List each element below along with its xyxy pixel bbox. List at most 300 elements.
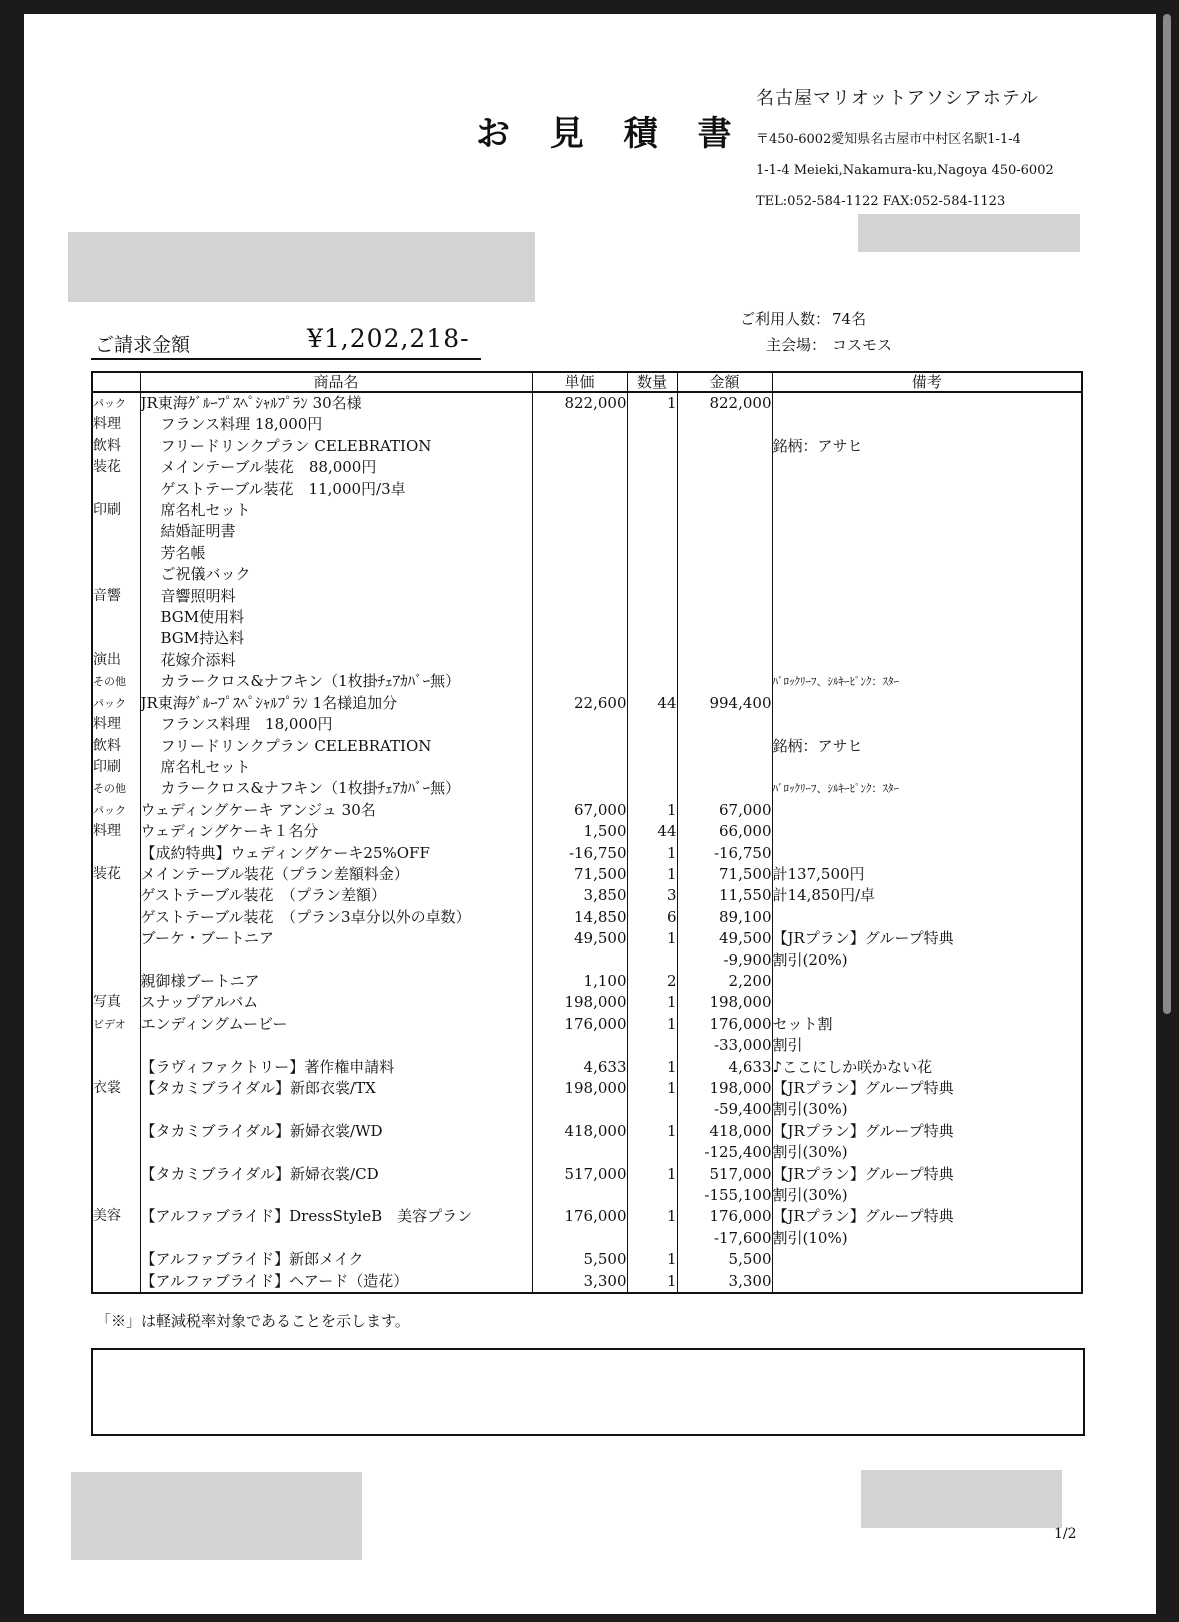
table-row (92, 864, 1082, 885)
row-remarks (772, 800, 1082, 821)
row-quantity (627, 736, 677, 757)
row-remarks (772, 843, 1082, 864)
table-row (92, 1099, 1082, 1120)
row-category: 音響 (93, 587, 121, 604)
table-row (92, 928, 1082, 949)
row-category: ビデオ (93, 1017, 126, 1031)
table-header-row (92, 372, 1082, 392)
row-item-name: 音響照明料 (140, 586, 532, 607)
row-remarks: 割引(20%) (772, 950, 1082, 971)
row-amount (677, 479, 772, 500)
row-remarks (772, 757, 1082, 778)
row-category (92, 521, 140, 542)
row-unit-price: 4,633 (532, 1057, 627, 1078)
row-category (92, 1164, 140, 1185)
row-amount: -59,400 (677, 1099, 772, 1120)
row-remarks: 【JRプラン】グループ特典 (772, 928, 1082, 949)
hotel-address-jp: 〒450-6002愛知県名古屋市中村区名駅1-1-4 (756, 132, 1021, 147)
table-row (92, 479, 1082, 500)
table-row (92, 1228, 1082, 1249)
row-remarks: 【JRプラン】グループ特典 (772, 1206, 1082, 1227)
row-remarks (772, 1271, 1082, 1293)
row-remarks (772, 392, 1082, 414)
row-quantity (627, 1142, 677, 1163)
header-unit-price: 単価 (532, 372, 627, 392)
table-row (92, 843, 1082, 864)
row-remarks (772, 821, 1082, 842)
row-amount: -9,900 (677, 950, 772, 971)
redacted-footer-left (71, 1472, 362, 1560)
row-amount: 176,000 (677, 1206, 772, 1227)
row-quantity (627, 586, 677, 607)
table-row (92, 1164, 1082, 1185)
row-unit-price (532, 500, 627, 521)
guest-count: ご利用人数： 74名 (740, 310, 867, 328)
row-quantity: 1 (627, 843, 677, 864)
table-row (92, 757, 1082, 778)
row-unit-price: 14,850 (532, 907, 627, 928)
table-row (92, 1078, 1082, 1099)
row-category (92, 1035, 140, 1056)
row-amount: 517,000 (677, 1164, 772, 1185)
row-amount (677, 414, 772, 435)
row-item-name: 芳名帳 (140, 543, 532, 564)
table-row (92, 714, 1082, 735)
row-unit-price (532, 1099, 627, 1120)
row-item-name (140, 1099, 532, 1120)
row-quantity: 1 (627, 1121, 677, 1142)
row-remarks: セット割 (772, 1014, 1082, 1035)
row-amount: 2,200 (677, 971, 772, 992)
row-category (92, 843, 140, 864)
row-remarks (772, 628, 1082, 649)
row-quantity: 6 (627, 907, 677, 928)
row-amount (677, 521, 772, 542)
row-unit-price: 49,500 (532, 928, 627, 949)
row-remarks: 割引(30%) (772, 1185, 1082, 1206)
row-quantity (627, 1228, 677, 1249)
row-item-name: エンディングムービー (140, 1014, 532, 1035)
row-item-name (140, 950, 532, 971)
row-unit-price (532, 564, 627, 585)
row-item-name: メインテーブル装花（プラン差額料金） (140, 864, 532, 885)
row-amount: 198,000 (677, 992, 772, 1013)
row-remarks (772, 543, 1082, 564)
table-row (92, 950, 1082, 971)
row-item-name (140, 1185, 532, 1206)
row-category (92, 950, 140, 971)
row-unit-price: 1,500 (532, 821, 627, 842)
row-item-name: メインテーブル装花 88,000円 (140, 457, 532, 478)
row-amount (677, 607, 772, 628)
row-amount (677, 628, 772, 649)
row-amount (677, 543, 772, 564)
row-quantity: 1 (627, 1057, 677, 1078)
row-category: 料理 (93, 823, 121, 840)
redacted-hotel-contact (858, 214, 1080, 252)
row-unit-price (532, 1185, 627, 1206)
row-item-name: 【タカミブライダル】新郎衣裳/TX (140, 1078, 532, 1099)
row-remarks: ﾊﾞﾛｯｸﾘｰﾌ、ｼﾙｷｰﾋﾟﾝｸ：ｽﾀｰ (772, 671, 1082, 692)
row-category: 装花 (93, 459, 121, 476)
row-amount (677, 671, 772, 692)
redacted-footer-right (861, 1470, 1062, 1528)
row-quantity (627, 714, 677, 735)
row-amount (677, 736, 772, 757)
row-item-name: JR東海ｸﾞﾙｰﾌﾟｽﾍﾟｼｬﾙﾌﾟﾗﾝ 1名様追加分 (140, 693, 532, 714)
row-amount: -17,600 (677, 1228, 772, 1249)
row-remarks (772, 457, 1082, 478)
row-amount: -155,100 (677, 1185, 772, 1206)
row-amount: 66,000 (677, 821, 772, 842)
row-quantity: 1 (627, 1206, 677, 1227)
billing-value: ¥1,202,218- (307, 324, 470, 353)
row-remarks (772, 500, 1082, 521)
row-remarks (772, 521, 1082, 542)
row-quantity (627, 607, 677, 628)
row-remarks (772, 479, 1082, 500)
row-unit-price (532, 757, 627, 778)
row-amount: 67,000 (677, 800, 772, 821)
row-amount: 3,300 (677, 1271, 772, 1293)
row-item-name: ウェディングケーキ アンジュ 30名 (140, 800, 532, 821)
row-category: 美容 (93, 1208, 121, 1225)
row-quantity: 1 (627, 928, 677, 949)
row-remarks (772, 907, 1082, 928)
row-unit-price (532, 950, 627, 971)
row-category: 装花 (93, 865, 121, 882)
row-quantity (627, 1035, 677, 1056)
row-unit-price (532, 543, 627, 564)
table-row (92, 586, 1082, 607)
row-quantity: 1 (627, 1249, 677, 1270)
row-category: 印刷 (93, 502, 121, 519)
estimate-table (91, 371, 1083, 1294)
row-quantity (627, 564, 677, 585)
row-remarks (772, 650, 1082, 671)
table-row (92, 1057, 1082, 1078)
row-category (92, 1249, 140, 1270)
row-category (92, 1057, 140, 1078)
row-remarks: 割引(10%) (772, 1228, 1082, 1249)
row-item-name: 花嫁介添料 (140, 650, 532, 671)
row-amount: 11,550 (677, 885, 772, 906)
row-remarks (772, 1249, 1082, 1270)
row-unit-price (532, 650, 627, 671)
row-amount (677, 457, 772, 478)
row-quantity: 1 (627, 1271, 677, 1293)
row-category: 飲料 (93, 737, 121, 754)
row-remarks: 銘柄：アサヒ (772, 436, 1082, 457)
row-category (92, 1185, 140, 1206)
row-remarks: 割引 (772, 1035, 1082, 1056)
row-amount: 49,500 (677, 928, 772, 949)
table-row (92, 543, 1082, 564)
header-item-name: 商品名 (140, 372, 532, 392)
row-item-name: 【アルファブライド】新郎メイク (140, 1249, 532, 1270)
row-remarks: ﾊﾞﾛｯｸﾘｰﾌ、ｼﾙｷｰﾋﾟﾝｸ：ｽﾀｰ (772, 778, 1082, 799)
row-unit-price: 5,500 (532, 1249, 627, 1270)
row-category: パック (93, 397, 126, 410)
header-category (92, 372, 140, 392)
row-category: パック (93, 696, 126, 710)
row-unit-price: 22,600 (532, 693, 627, 714)
row-unit-price: 198,000 (532, 992, 627, 1013)
row-unit-price (532, 736, 627, 757)
row-category: 飲料 (93, 437, 121, 454)
row-quantity (627, 479, 677, 500)
row-item-name: カラークロス&ナフキン（1枚掛ﾁｪｱｶﾊﾞｰ無） (140, 671, 532, 692)
table-row (92, 500, 1082, 521)
row-category (92, 628, 140, 649)
row-item-name: ゲストテーブル装花 （プラン3卓分以外の卓数） (140, 907, 532, 928)
hotel-info (756, 84, 1116, 209)
row-quantity (627, 414, 677, 435)
row-category (92, 1121, 140, 1142)
row-unit-price (532, 671, 627, 692)
row-unit-price: 176,000 (532, 1206, 627, 1227)
table-row (92, 414, 1082, 435)
table-row (92, 885, 1082, 906)
row-amount: 4,633 (677, 1057, 772, 1078)
row-unit-price (532, 414, 627, 435)
row-amount (677, 500, 772, 521)
row-item-name: BGM持込料 (140, 628, 532, 649)
row-remarks: 計137,500円 (772, 864, 1082, 885)
row-item-name: BGM使用料 (140, 607, 532, 628)
memo-box (91, 1348, 1085, 1436)
row-remarks (772, 971, 1082, 992)
redacted-customer-name (68, 232, 535, 302)
table-row (92, 1249, 1082, 1270)
row-amount: 5,500 (677, 1249, 772, 1270)
row-item-name: フランス料理 18,000円 (140, 714, 532, 735)
row-quantity (627, 650, 677, 671)
row-quantity: 1 (627, 392, 677, 414)
row-category (92, 607, 140, 628)
row-category: 印刷 (93, 758, 121, 775)
billing-amount (91, 322, 481, 360)
row-amount: 198,000 (677, 1078, 772, 1099)
row-category: その他 (93, 782, 126, 796)
row-unit-price: 822,000 (532, 392, 627, 414)
row-remarks: 割引(30%) (772, 1099, 1082, 1120)
table-row (92, 650, 1082, 671)
row-amount (677, 650, 772, 671)
row-remarks (772, 414, 1082, 435)
row-remarks (772, 564, 1082, 585)
row-remarks: 割引(30%) (772, 1142, 1082, 1163)
table-row (92, 992, 1082, 1013)
row-item-name: フランス料理 18,000円 (140, 414, 532, 435)
row-unit-price (532, 586, 627, 607)
row-item-name (140, 1035, 532, 1056)
row-unit-price: 1,100 (532, 971, 627, 992)
row-item-name: 席名札セット (140, 757, 532, 778)
row-unit-price (532, 457, 627, 478)
row-unit-price (532, 607, 627, 628)
row-amount: 89,100 (677, 907, 772, 928)
row-item-name: JR東海ｸﾞﾙｰﾌﾟｽﾍﾟｼｬﾙﾌﾟﾗﾝ 30名様 (140, 392, 532, 414)
row-unit-price: 198,000 (532, 1078, 627, 1099)
row-amount: 71,500 (677, 864, 772, 885)
row-quantity (627, 457, 677, 478)
row-remarks: 計14,850円/卓 (772, 885, 1082, 906)
row-unit-price: 176,000 (532, 1014, 627, 1035)
row-item-name: 親御様ブートニア (140, 971, 532, 992)
hotel-phone-fax: TEL:052-584-1122 FAX:052-584-1123 (756, 194, 1006, 209)
row-quantity (627, 671, 677, 692)
row-amount: -125,400 (677, 1142, 772, 1163)
row-amount: 994,400 (677, 693, 772, 714)
table-row (92, 800, 1082, 821)
row-quantity: 3 (627, 885, 677, 906)
row-quantity: 1 (627, 1078, 677, 1099)
row-category (92, 479, 140, 500)
row-category: 演出 (93, 651, 121, 668)
row-quantity (627, 757, 677, 778)
row-unit-price (532, 1228, 627, 1249)
row-amount (677, 714, 772, 735)
row-category: 衣裳 (93, 1080, 121, 1096)
row-item-name: ゲストテーブル装花 11,000円/3卓 (140, 479, 532, 500)
row-remarks (772, 586, 1082, 607)
row-unit-price (532, 778, 627, 799)
row-amount: 418,000 (677, 1121, 772, 1142)
venue: 主会場： コスモス (765, 336, 893, 354)
row-amount: 822,000 (677, 392, 772, 414)
table-row (92, 1271, 1082, 1293)
row-amount (677, 757, 772, 778)
row-remarks: 【JRプラン】グループ特典 (772, 1121, 1082, 1142)
table-row (92, 392, 1082, 414)
row-category (92, 1142, 140, 1163)
row-quantity: 1 (627, 992, 677, 1013)
hotel-address-en: 1-1-4 Meieki,Nakamura-ku,Nagoya 450-6002 (756, 163, 1054, 178)
row-category: 料理 (93, 716, 121, 733)
row-item-name: カラークロス&ナフキン（1枚掛ﾁｪｱｶﾊﾞｰ無） (140, 778, 532, 799)
row-quantity (627, 950, 677, 971)
row-remarks: 銘柄：アサヒ (772, 736, 1082, 757)
row-category: パック (93, 803, 126, 817)
page-number: 1/2 (1054, 1526, 1077, 1542)
row-amount: -33,000 (677, 1035, 772, 1056)
row-amount (677, 586, 772, 607)
row-item-name: ゲストテーブル装花 （プラン差額） (140, 885, 532, 906)
row-remarks: ♪ここにしか咲かない花 (772, 1057, 1082, 1078)
table-row (92, 1035, 1082, 1056)
row-unit-price (532, 1035, 627, 1056)
row-item-name: 【タカミブライダル】新婦衣裳/CD (140, 1164, 532, 1185)
table-row (92, 778, 1082, 799)
row-item-name: 【アルファブライド】DressStyleB 美容プラン (140, 1206, 532, 1227)
table-row (92, 628, 1082, 649)
row-item-name: ご祝儀バック (140, 564, 532, 585)
row-amount (677, 436, 772, 457)
row-item-name (140, 1142, 532, 1163)
row-item-name: 席名札セット (140, 500, 532, 521)
table-row (92, 1121, 1082, 1142)
row-category: 料理 (93, 416, 121, 433)
row-unit-price: 3,850 (532, 885, 627, 906)
table-row (92, 1206, 1082, 1227)
row-remarks: 【JRプラン】グループ特典 (772, 1078, 1082, 1099)
row-category (92, 1228, 140, 1249)
document-title: お 見 積 書 (476, 114, 746, 154)
header-remarks: 備考 (772, 372, 1082, 392)
header-quantity: 数量 (627, 372, 677, 392)
row-category (92, 1271, 140, 1293)
row-item-name: スナップアルバム (140, 992, 532, 1013)
row-item-name: 【タカミブライダル】新婦衣裳/WD (140, 1121, 532, 1142)
row-item-name: 【成約特典】ウェディングケーキ25%OFF (140, 843, 532, 864)
row-item-name (140, 1228, 532, 1249)
row-quantity: 1 (627, 800, 677, 821)
row-item-name: 【アルファブライド】ヘアード（造花） (140, 1271, 532, 1293)
row-quantity: 1 (627, 1014, 677, 1035)
row-quantity: 2 (627, 971, 677, 992)
row-category (92, 564, 140, 585)
row-amount: -16,750 (677, 843, 772, 864)
table-row (92, 457, 1082, 478)
row-remarks: 【JRプラン】グループ特典 (772, 1164, 1082, 1185)
row-unit-price: 517,000 (532, 1164, 627, 1185)
row-unit-price: 67,000 (532, 800, 627, 821)
table-row (92, 436, 1082, 457)
row-category (92, 971, 140, 992)
row-quantity (627, 628, 677, 649)
row-amount (677, 778, 772, 799)
hotel-name: 名古屋マリオットアソシアホテル (756, 88, 1039, 109)
row-category: その他 (93, 675, 126, 689)
row-unit-price: -16,750 (532, 843, 627, 864)
row-quantity (627, 1185, 677, 1206)
table-row (92, 971, 1082, 992)
row-unit-price: 418,000 (532, 1121, 627, 1142)
row-category: 写真 (93, 994, 121, 1011)
row-quantity (627, 500, 677, 521)
row-remarks (772, 992, 1082, 1013)
row-unit-price: 71,500 (532, 864, 627, 885)
row-quantity: 1 (627, 864, 677, 885)
row-unit-price (532, 714, 627, 735)
row-category (92, 1099, 140, 1120)
row-category (92, 543, 140, 564)
table-row (92, 1014, 1082, 1035)
header-amount: 金額 (677, 372, 772, 392)
row-item-name: ウェディングケーキ１名分 (140, 821, 532, 842)
row-amount (677, 564, 772, 585)
table-row (92, 693, 1082, 714)
row-quantity: 44 (627, 693, 677, 714)
table-row (92, 564, 1082, 585)
scrollbar[interactable] (1163, 14, 1171, 1014)
table-row (92, 1185, 1082, 1206)
row-quantity: 1 (627, 1164, 677, 1185)
row-unit-price (532, 436, 627, 457)
row-item-name: ブーケ・ブートニア (140, 928, 532, 949)
row-unit-price (532, 479, 627, 500)
row-category (92, 907, 140, 928)
table-row (92, 671, 1082, 692)
tax-note: 「※」は軽減税率対象であることを示します。 (96, 1312, 410, 1330)
row-unit-price (532, 628, 627, 649)
row-quantity (627, 1099, 677, 1120)
table-row (92, 821, 1082, 842)
table-row (92, 521, 1082, 542)
row-remarks (772, 693, 1082, 714)
row-item-name: 【ラヴィファクトリー】著作権申請料 (140, 1057, 532, 1078)
